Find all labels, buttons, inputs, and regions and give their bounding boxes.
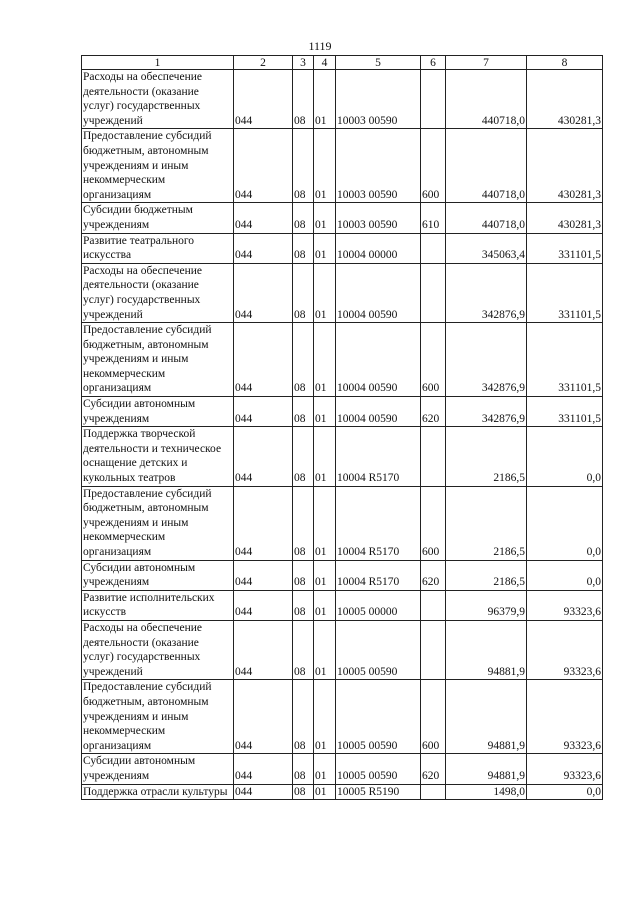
header-col-6: 6 — [421, 56, 446, 70]
cell-section-code: 08 — [293, 784, 314, 800]
cell-ministry-code: 044 — [234, 590, 293, 620]
cell-amount-col8: 0,0 — [527, 486, 603, 560]
cell-target-article: 10005 R5190 — [336, 784, 421, 800]
table-row — [82, 427, 603, 486]
table-row — [82, 263, 603, 322]
cell-name: Развитие исполнительских искусств — [82, 590, 234, 620]
cell-expense-type — [421, 620, 446, 679]
cell-amount-col8: 93323,6 — [527, 620, 603, 679]
cell-name: Поддержка отрасли культуры — [82, 784, 234, 800]
cell-subsection-code: 01 — [314, 129, 336, 203]
cell-amount-col7: 2186,5 — [446, 427, 527, 486]
cell-subsection-code: 01 — [314, 70, 336, 129]
cell-section-code: 08 — [293, 263, 314, 322]
cell-expense-type — [421, 263, 446, 322]
table-row — [82, 784, 603, 800]
cell-section-code: 08 — [293, 427, 314, 486]
cell-amount-col8: 93323,6 — [527, 590, 603, 620]
header-col-4: 4 — [314, 56, 336, 70]
cell-subsection-code: 01 — [314, 680, 336, 754]
cell-section-code: 08 — [293, 680, 314, 754]
cell-target-article: 10003 00590 — [336, 129, 421, 203]
cell-name: Предоставление субсидий бюджетным, автономным учреждениям и иным некоммерческим организациям — [82, 486, 234, 560]
cell-expense-type — [421, 233, 446, 263]
cell-target-article: 10004 00000 — [336, 233, 421, 263]
cell-expense-type: 600 — [421, 129, 446, 203]
cell-ministry-code: 044 — [234, 203, 293, 233]
table-row — [82, 129, 603, 203]
cell-expense-type — [421, 427, 446, 486]
table-row — [82, 754, 603, 784]
cell-ministry-code: 044 — [234, 620, 293, 679]
cell-amount-col7: 2186,5 — [446, 560, 527, 590]
cell-subsection-code: 01 — [314, 784, 336, 800]
budget-table — [81, 55, 603, 800]
cell-amount-col8: 430281,3 — [527, 203, 603, 233]
cell-amount-col8: 331101,5 — [527, 397, 603, 427]
cell-name: Поддержка творческой деятельности и техническое оснащение детских и кукольных театров — [82, 427, 234, 486]
cell-subsection-code: 01 — [314, 560, 336, 590]
cell-section-code: 08 — [293, 754, 314, 784]
cell-section-code: 08 — [293, 560, 314, 590]
cell-subsection-code: 01 — [314, 203, 336, 233]
cell-target-article: 10004 00590 — [336, 323, 421, 397]
cell-section-code: 08 — [293, 397, 314, 427]
cell-amount-col8: 430281,3 — [527, 70, 603, 129]
cell-expense-type: 610 — [421, 203, 446, 233]
cell-subsection-code: 01 — [314, 397, 336, 427]
cell-section-code: 08 — [293, 323, 314, 397]
table-row — [82, 233, 603, 263]
cell-name: Развитие театрального искусства — [82, 233, 234, 263]
cell-section-code: 08 — [293, 203, 314, 233]
cell-name: Предоставление субсидий бюджетным, автономным учреждениям и иным некоммерческим организациям — [82, 323, 234, 397]
cell-section-code: 08 — [293, 486, 314, 560]
cell-amount-col7: 342876,9 — [446, 263, 527, 322]
cell-amount-col7: 440718,0 — [446, 129, 527, 203]
cell-target-article: 10005 00590 — [336, 620, 421, 679]
cell-amount-col8: 0,0 — [527, 427, 603, 486]
cell-name: Расходы на обеспечение деятельности (оказание услуг) государственных учреждений — [82, 263, 234, 322]
cell-ministry-code: 044 — [234, 486, 293, 560]
cell-section-code: 08 — [293, 590, 314, 620]
cell-amount-col8: 93323,6 — [527, 680, 603, 754]
header-row — [82, 56, 603, 70]
cell-expense-type: 600 — [421, 323, 446, 397]
header-col-7: 7 — [446, 56, 527, 70]
cell-section-code: 08 — [293, 129, 314, 203]
cell-expense-type: 620 — [421, 754, 446, 784]
cell-target-article: 10004 R5170 — [336, 560, 421, 590]
table-row — [82, 397, 603, 427]
table-row — [82, 680, 603, 754]
cell-amount-col7: 345063,4 — [446, 233, 527, 263]
cell-target-article: 10005 00590 — [336, 680, 421, 754]
cell-ministry-code: 044 — [234, 397, 293, 427]
cell-ministry-code: 044 — [234, 323, 293, 397]
cell-amount-col8: 93323,6 — [527, 754, 603, 784]
cell-amount-col8: 0,0 — [527, 784, 603, 800]
cell-amount-col7: 440718,0 — [446, 70, 527, 129]
cell-name: Расходы на обеспечение деятельности (оказание услуг) государственных учреждений — [82, 620, 234, 679]
cell-subsection-code: 01 — [314, 233, 336, 263]
cell-amount-col7: 94881,9 — [446, 680, 527, 754]
cell-amount-col7: 96379,9 — [446, 590, 527, 620]
table-row — [82, 486, 603, 560]
cell-ministry-code: 044 — [234, 263, 293, 322]
cell-amount-col8: 331101,5 — [527, 233, 603, 263]
cell-amount-col8: 331101,5 — [527, 323, 603, 397]
cell-name: Субсидии автономным учреждениям — [82, 397, 234, 427]
cell-amount-col7: 342876,9 — [446, 323, 527, 397]
cell-expense-type — [421, 70, 446, 129]
cell-amount-col8: 430281,3 — [527, 129, 603, 203]
cell-amount-col8: 0,0 — [527, 560, 603, 590]
cell-target-article: 10004 R5170 — [336, 427, 421, 486]
cell-ministry-code: 044 — [234, 560, 293, 590]
table-row — [82, 590, 603, 620]
header-col-8: 8 — [527, 56, 603, 70]
cell-expense-type: 600 — [421, 680, 446, 754]
cell-ministry-code: 044 — [234, 784, 293, 800]
cell-subsection-code: 01 — [314, 323, 336, 397]
header-col-2: 2 — [234, 56, 293, 70]
cell-section-code: 08 — [293, 70, 314, 129]
cell-ministry-code: 044 — [234, 233, 293, 263]
cell-expense-type — [421, 590, 446, 620]
cell-name: Предоставление субсидий бюджетным, автономным учреждениям и иным некоммерческим организациям — [82, 129, 234, 203]
cell-expense-type: 620 — [421, 560, 446, 590]
cell-target-article: 10004 R5170 — [336, 486, 421, 560]
table-row — [82, 620, 603, 679]
cell-name: Предоставление субсидий бюджетным, автономным учреждениям и иным некоммерческим организациям — [82, 680, 234, 754]
cell-target-article: 10003 00590 — [336, 70, 421, 129]
cell-ministry-code: 044 — [234, 680, 293, 754]
cell-amount-col7: 2186,5 — [446, 486, 527, 560]
cell-ministry-code: 044 — [234, 427, 293, 486]
cell-name: Субсидии автономным учреждениям — [82, 754, 234, 784]
cell-ministry-code: 044 — [234, 129, 293, 203]
cell-amount-col7: 342876,9 — [446, 397, 527, 427]
cell-expense-type: 620 — [421, 397, 446, 427]
cell-name: Расходы на обеспечение деятельности (оказание услуг) государственных учреждений — [82, 70, 234, 129]
cell-amount-col7: 94881,9 — [446, 754, 527, 784]
cell-ministry-code: 044 — [234, 754, 293, 784]
cell-subsection-code: 01 — [314, 754, 336, 784]
cell-amount-col7: 94881,9 — [446, 620, 527, 679]
cell-target-article: 10005 00590 — [336, 754, 421, 784]
header-col-1: 1 — [82, 56, 234, 70]
cell-section-code: 08 — [293, 620, 314, 679]
cell-subsection-code: 01 — [314, 427, 336, 486]
cell-subsection-code: 01 — [314, 620, 336, 679]
cell-name: Субсидии автономным учреждениям — [82, 560, 234, 590]
table-row — [82, 70, 603, 129]
cell-target-article: 10003 00590 — [336, 203, 421, 233]
header-col-5: 5 — [336, 56, 421, 70]
table-row — [82, 203, 603, 233]
cell-subsection-code: 01 — [314, 590, 336, 620]
cell-amount-col8: 331101,5 — [527, 263, 603, 322]
cell-section-code: 08 — [293, 233, 314, 263]
cell-expense-type — [421, 784, 446, 800]
header-col-3: 3 — [293, 56, 314, 70]
cell-target-article: 10004 00590 — [336, 263, 421, 322]
cell-target-article: 10004 00590 — [336, 397, 421, 427]
cell-subsection-code: 01 — [314, 263, 336, 322]
cell-name: Субсидии бюджетным учреждениям — [82, 203, 234, 233]
cell-expense-type: 600 — [421, 486, 446, 560]
cell-target-article: 10005 00000 — [336, 590, 421, 620]
cell-subsection-code: 01 — [314, 486, 336, 560]
page-number: 1119 — [308, 39, 332, 53]
table-row — [82, 560, 603, 590]
cell-ministry-code: 044 — [234, 70, 293, 129]
cell-amount-col7: 1498,0 — [446, 784, 527, 800]
cell-amount-col7: 440718,0 — [446, 203, 527, 233]
table-row — [82, 323, 603, 397]
